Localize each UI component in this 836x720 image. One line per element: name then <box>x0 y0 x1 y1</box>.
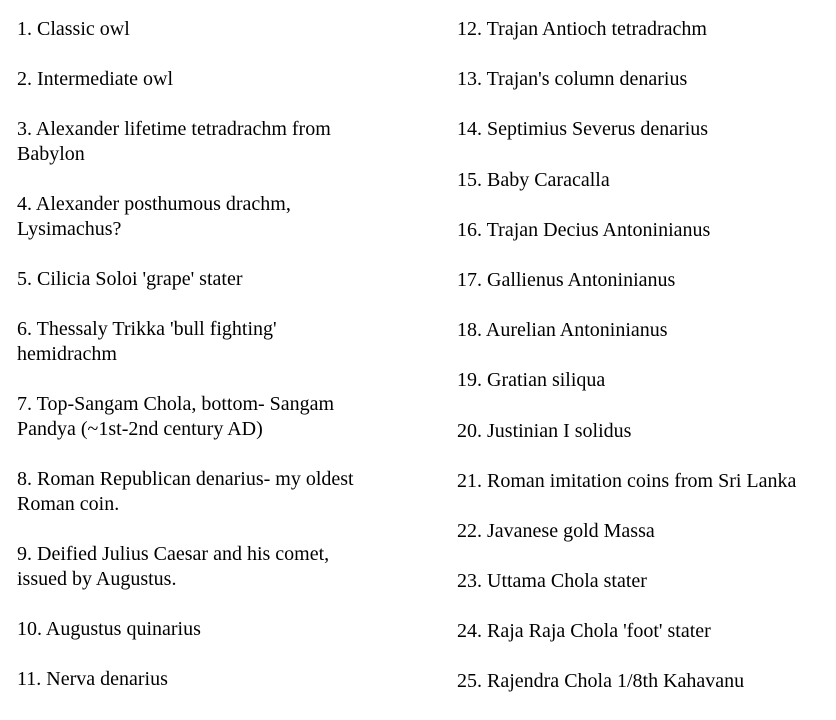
list-item: 10. Augustus quinarius <box>17 618 201 640</box>
list-item: 2. Intermediate owl <box>17 68 174 90</box>
list-item: 13. Trajan's column denarius <box>457 68 688 91</box>
list-item: 20. Justinian I solidus <box>457 419 632 442</box>
list-item: 11. Nerva denarius <box>17 668 168 690</box>
list-item: 17. Gallienus Antoninianus <box>457 268 676 291</box>
list-item: 24. Raja Raja Chola 'foot' stater <box>457 620 711 643</box>
list-item: 21. Roman imitation coins from Sri Lanka <box>457 469 797 492</box>
list-item: 4. Alexander posthumous drachm, Lysimachus? <box>17 193 291 240</box>
list-item: 3. Alexander lifetime tetradrachm from Babylon <box>17 118 331 165</box>
list-item: 15. Baby Caracalla <box>457 168 610 191</box>
list-item: 19. Gratian siliqua <box>457 369 606 392</box>
list-item: 23. Uttama Chola stater <box>457 570 647 593</box>
list-item: 8. Roman Republican denarius- my oldest Roman coin. <box>17 468 354 515</box>
list-item: 5. Cilicia Soloi 'grape' stater <box>17 268 243 290</box>
list-item: 6. Thessaly Trikka 'bull fighting' hemidrachm <box>17 318 277 365</box>
coin-list-right <box>457 17 836 720</box>
list-item: 7. Top-Sangam Chola, bottom- Sangam Pandya (~1st-2nd century AD) <box>17 393 335 440</box>
list-item: 25. Rajendra Chola 1/8th Kahavanu <box>457 670 745 693</box>
list-item: 9. Deified Julius Caesar and his comet, issued by Augustus. <box>17 543 330 590</box>
coin-list-left <box>17 17 417 717</box>
list-item: 1. Classic owl <box>17 18 130 40</box>
list-item: 18. Aurelian Antoninianus <box>457 319 668 342</box>
list-item: 16. Trajan Decius Antoninianus <box>457 218 711 241</box>
list-item: 12. Trajan Antioch tetradrachm <box>457 18 707 40</box>
list-item: 14. Septimius Severus denarius <box>457 118 709 141</box>
list-item: 22. Javanese gold Massa <box>457 519 655 542</box>
